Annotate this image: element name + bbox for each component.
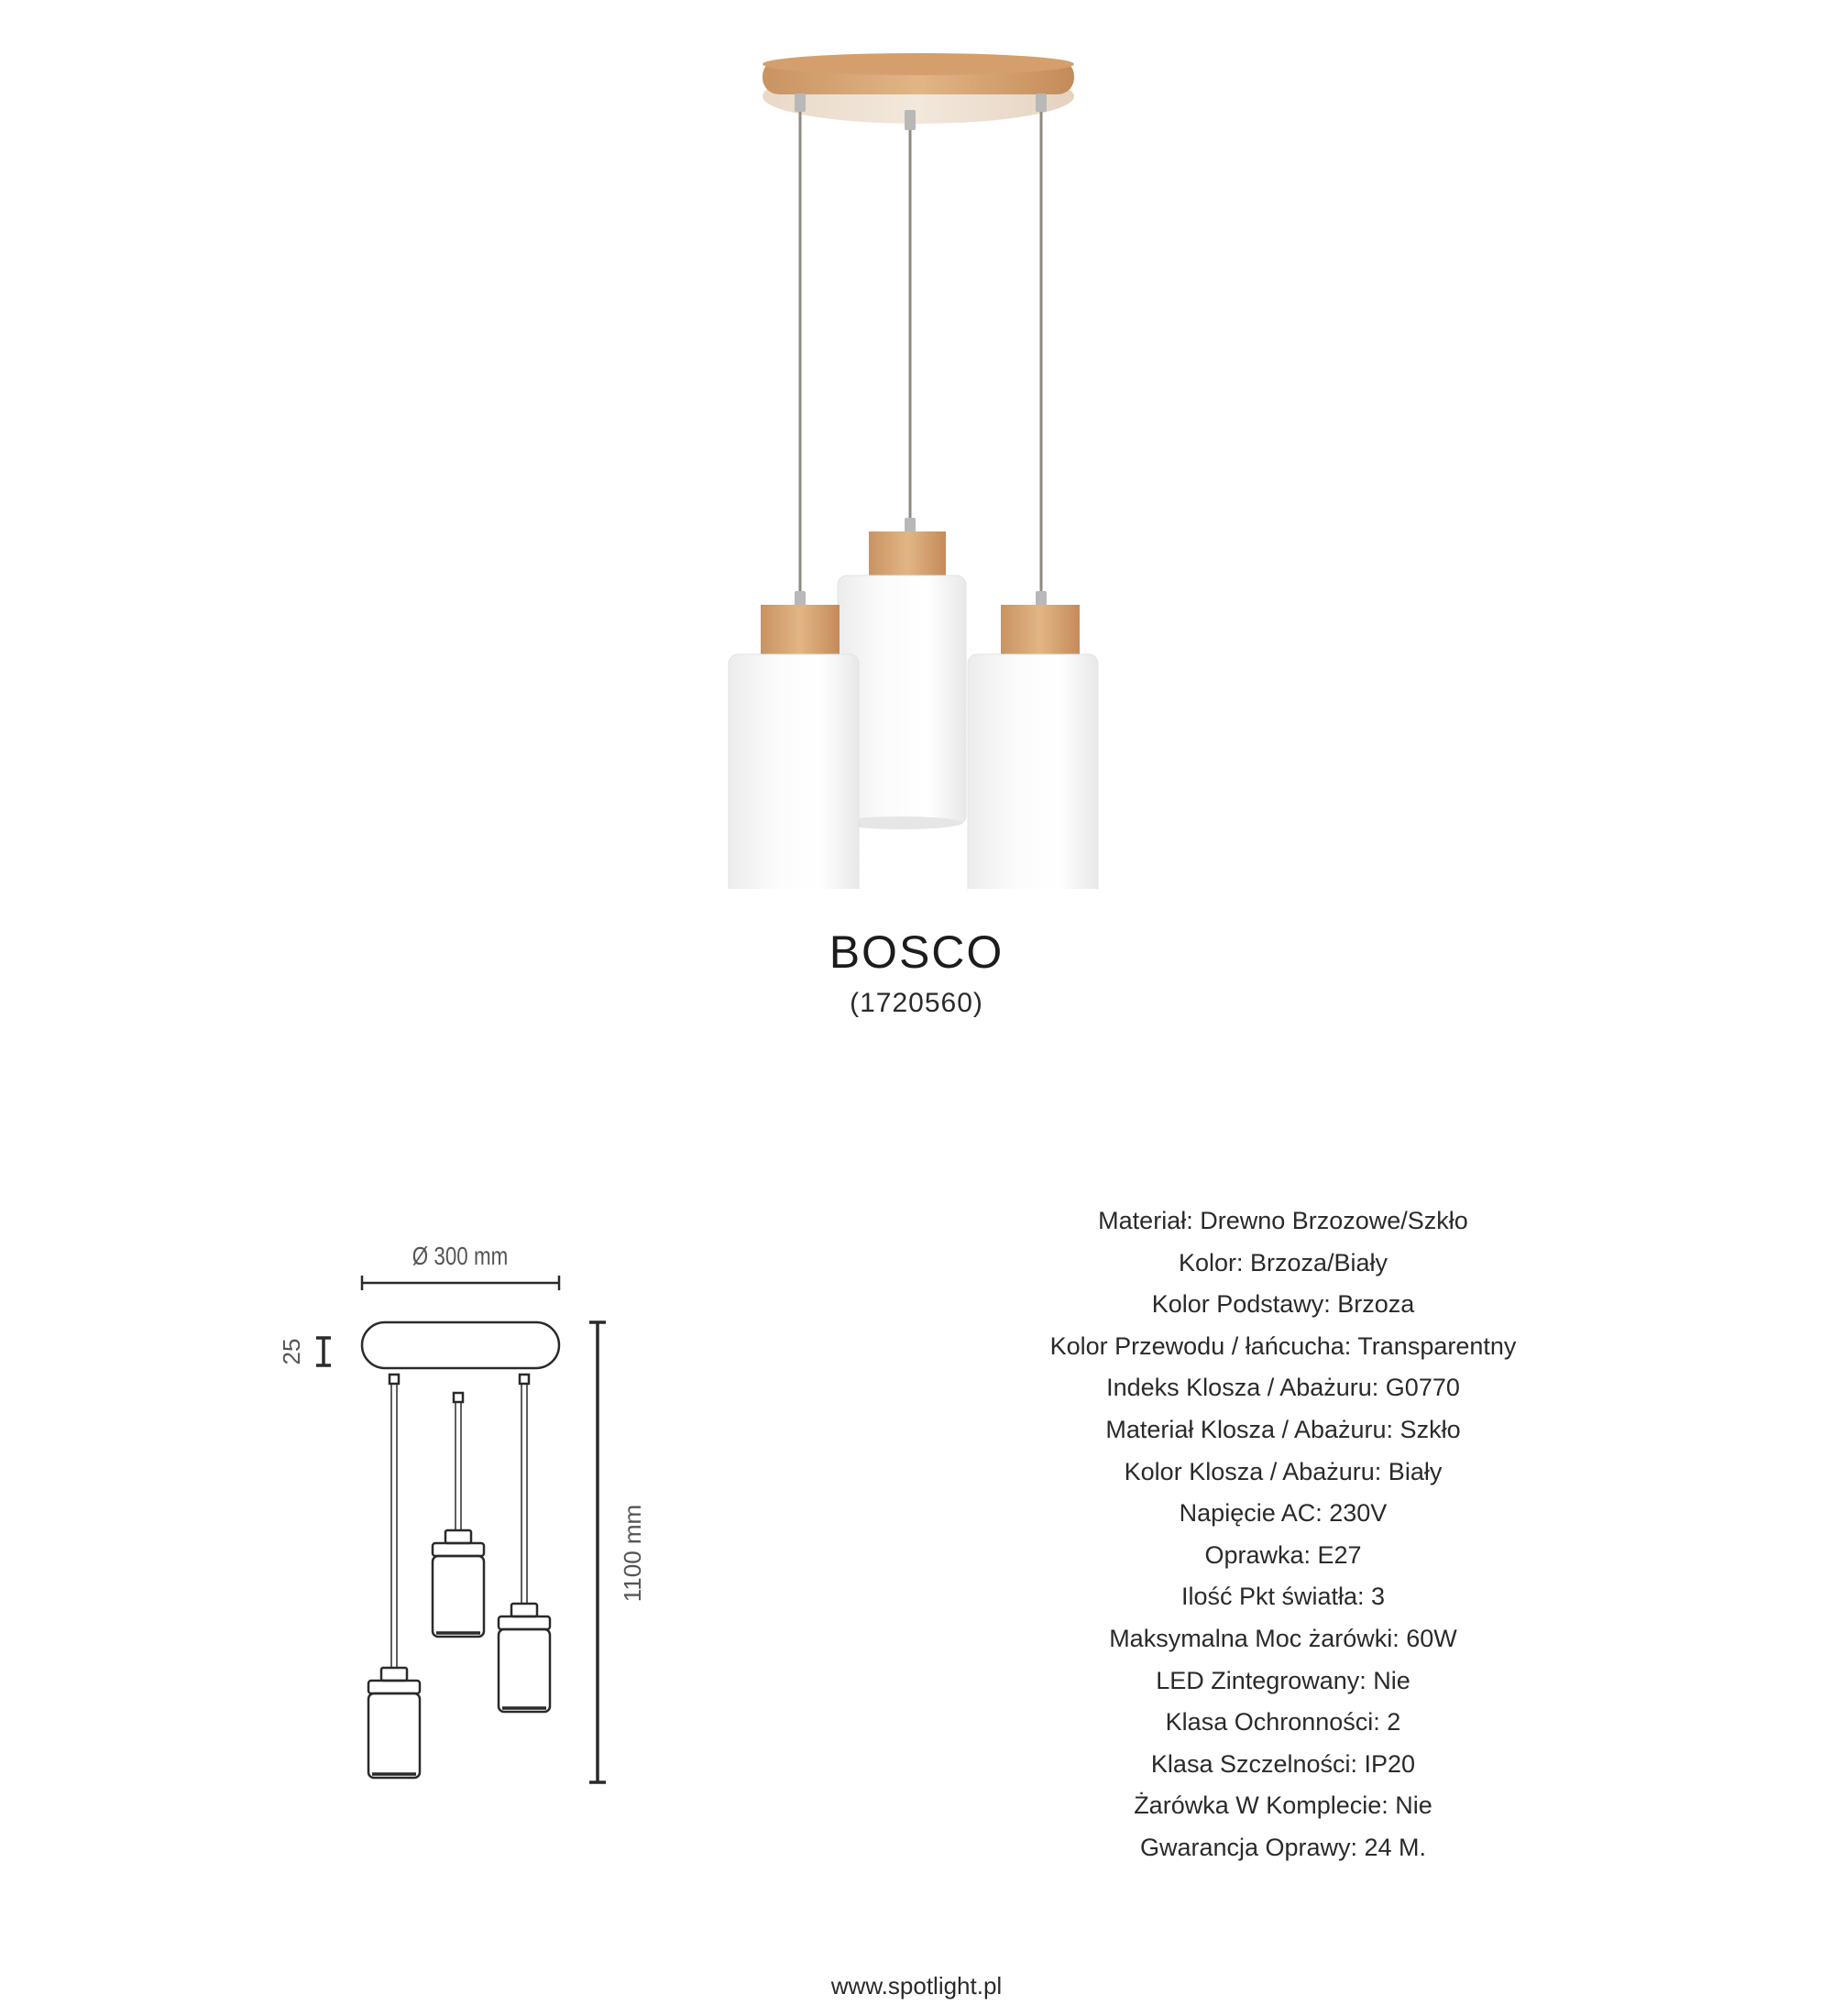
- spec-item: Klasa Szczelności: IP20: [1150, 1749, 1416, 1778]
- spec-item: Maksymalna Moc żarówki: 60W: [1109, 1624, 1457, 1652]
- total-height-label: 1100 mm: [619, 1504, 646, 1603]
- dimension-drawing: [266, 1237, 669, 1805]
- spec-item: Kolor: Brzoza/Biały: [1178, 1248, 1388, 1276]
- spec-item: Kolor Klosza / Abażuru: Biały: [1124, 1457, 1443, 1485]
- spec-item: Oprawka: E27: [1204, 1540, 1362, 1569]
- diameter-label: Ø 300 mm: [412, 1242, 509, 1271]
- spec-item: Napięcie AC: 230V: [1179, 1499, 1388, 1528]
- product-photo: [715, 46, 1118, 889]
- website-link[interactable]: www.spotlight.pl: [830, 1972, 1003, 2000]
- spec-item: Gwarancja Oprawy: 24 M.: [1139, 1833, 1427, 1861]
- product-name: BOSCO: [829, 926, 1004, 978]
- spec-item: LED Zintegrowany: Nie: [1156, 1666, 1410, 1694]
- spec-item: Materiał: Drewno Brzozowe/Szkło: [1098, 1207, 1468, 1234]
- spec-item: Żarówka W Komplecie: Nie: [1134, 1791, 1432, 1820]
- spec-item: Kolor Przewodu / łańcucha: Transparentny: [1049, 1331, 1517, 1360]
- lamp-shade-right: [968, 605, 1098, 889]
- product-code: (1720560): [850, 988, 983, 1018]
- ceiling-canopy: [763, 53, 1074, 124]
- spec-item: Kolor Podstawy: Brzoza: [1151, 1290, 1415, 1319]
- canopy-outline: [362, 1322, 559, 1368]
- spec-item: Ilość Pkt światła: 3: [1180, 1583, 1386, 1611]
- spec-item: Indeks Klosza / Abażuru: G0770: [1106, 1374, 1460, 1402]
- base-height-label: 25: [278, 1338, 305, 1365]
- spec-item: Klasa Ochronności: 2: [1165, 1708, 1401, 1737]
- lamp-shade-left: [729, 605, 859, 889]
- pendant-cables: [800, 110, 1041, 605]
- spec-item: Materiał Klosza / Abażuru: Szkło: [1105, 1415, 1461, 1443]
- spec-list: [1008, 1200, 1558, 1869]
